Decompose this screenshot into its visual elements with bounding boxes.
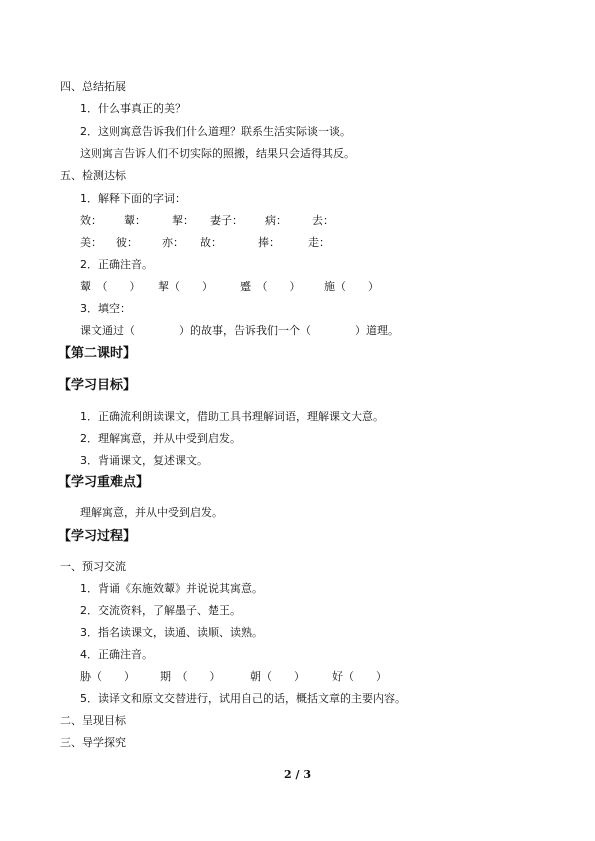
pinyin-item: 胁（ ） [80, 670, 135, 683]
word-item: 效： [80, 214, 102, 227]
key-points-title: 【学习重难点】 [58, 475, 150, 490]
word-item: 美： [80, 236, 102, 249]
word-item: 病： [265, 214, 287, 227]
pinyin-item: 期 （ ） [160, 670, 221, 683]
goals-title: 【学习目标】 [58, 378, 137, 393]
word-item: 彼： [116, 236, 138, 249]
pinyin-item: 挈（ ） [158, 280, 213, 293]
section-4-title: 四、总结拓展 [60, 80, 126, 93]
word-item: 去： [312, 214, 334, 227]
page-number: 2 / 3 [284, 768, 311, 781]
question-2: 2．这则寓意告诉我们什么道理？联系生活实际谈一谈。 [80, 125, 351, 138]
lesson-2-title: 【第二课时】 [58, 346, 137, 361]
pinyin-item: 颦 （ ） [80, 280, 141, 293]
pinyin-item: 好（ ） [332, 670, 387, 683]
process-part-1-title: 一、预习交流 [60, 560, 126, 573]
key-points-text: 理解寓意，并从中受到启发。 [80, 506, 223, 519]
pinyin-item: 施（ ） [324, 280, 379, 293]
task-3: 3．填空： [80, 302, 131, 315]
word-item: 挈： [172, 214, 194, 227]
word-item: 颦： [124, 214, 146, 227]
goal-item: 1．正确流利朗读课文，借助工具书理解词语，理解课文大意。 [80, 410, 384, 423]
goal-item: 2．理解寓意，并从中受到启发。 [80, 432, 241, 445]
word-item: 妻子： [210, 214, 243, 227]
word-item: 故： [200, 236, 222, 249]
word-item: 走： [308, 236, 330, 249]
answer-text: 这则寓言告诉人们不切实际的照搬，结果只会适得其反。 [80, 147, 355, 160]
pinyin-item: 朝（ ） [250, 670, 305, 683]
word-item: 捧： [258, 236, 280, 249]
task-1: 1．解释下面的字词： [80, 192, 186, 205]
process-item-5: 5．读译文和原文交替进行，试用自己的话，概括文章的主要内容。 [80, 692, 406, 705]
process-part-3-title: 三、导学探究 [60, 736, 126, 749]
word-item: 亦： [162, 236, 184, 249]
process-title: 【学习过程】 [58, 529, 137, 544]
process-part-2-title: 二、呈现目标 [60, 714, 126, 727]
process-item: 3．指名读课文，读通、读顺、读熟。 [80, 626, 263, 639]
fill-blank: 课文通过（ ）的故事，告诉我们一个（ ）道理。 [80, 324, 399, 337]
section-5-title: 五、检测达标 [60, 169, 126, 182]
task-2: 2．正确注音。 [80, 258, 153, 271]
process-item: 2．交流资料，了解墨子、楚王。 [80, 604, 241, 617]
goal-item: 3．背诵课文，复述课文。 [80, 454, 208, 467]
process-item: 1．背诵《东施效颦》并说说其寓意。 [80, 582, 263, 595]
process-item: 4．正确注音。 [80, 648, 153, 661]
pinyin-item: 蹙 （ ） [240, 280, 301, 293]
question-1: 1．什么事真正的美？ [80, 102, 186, 115]
